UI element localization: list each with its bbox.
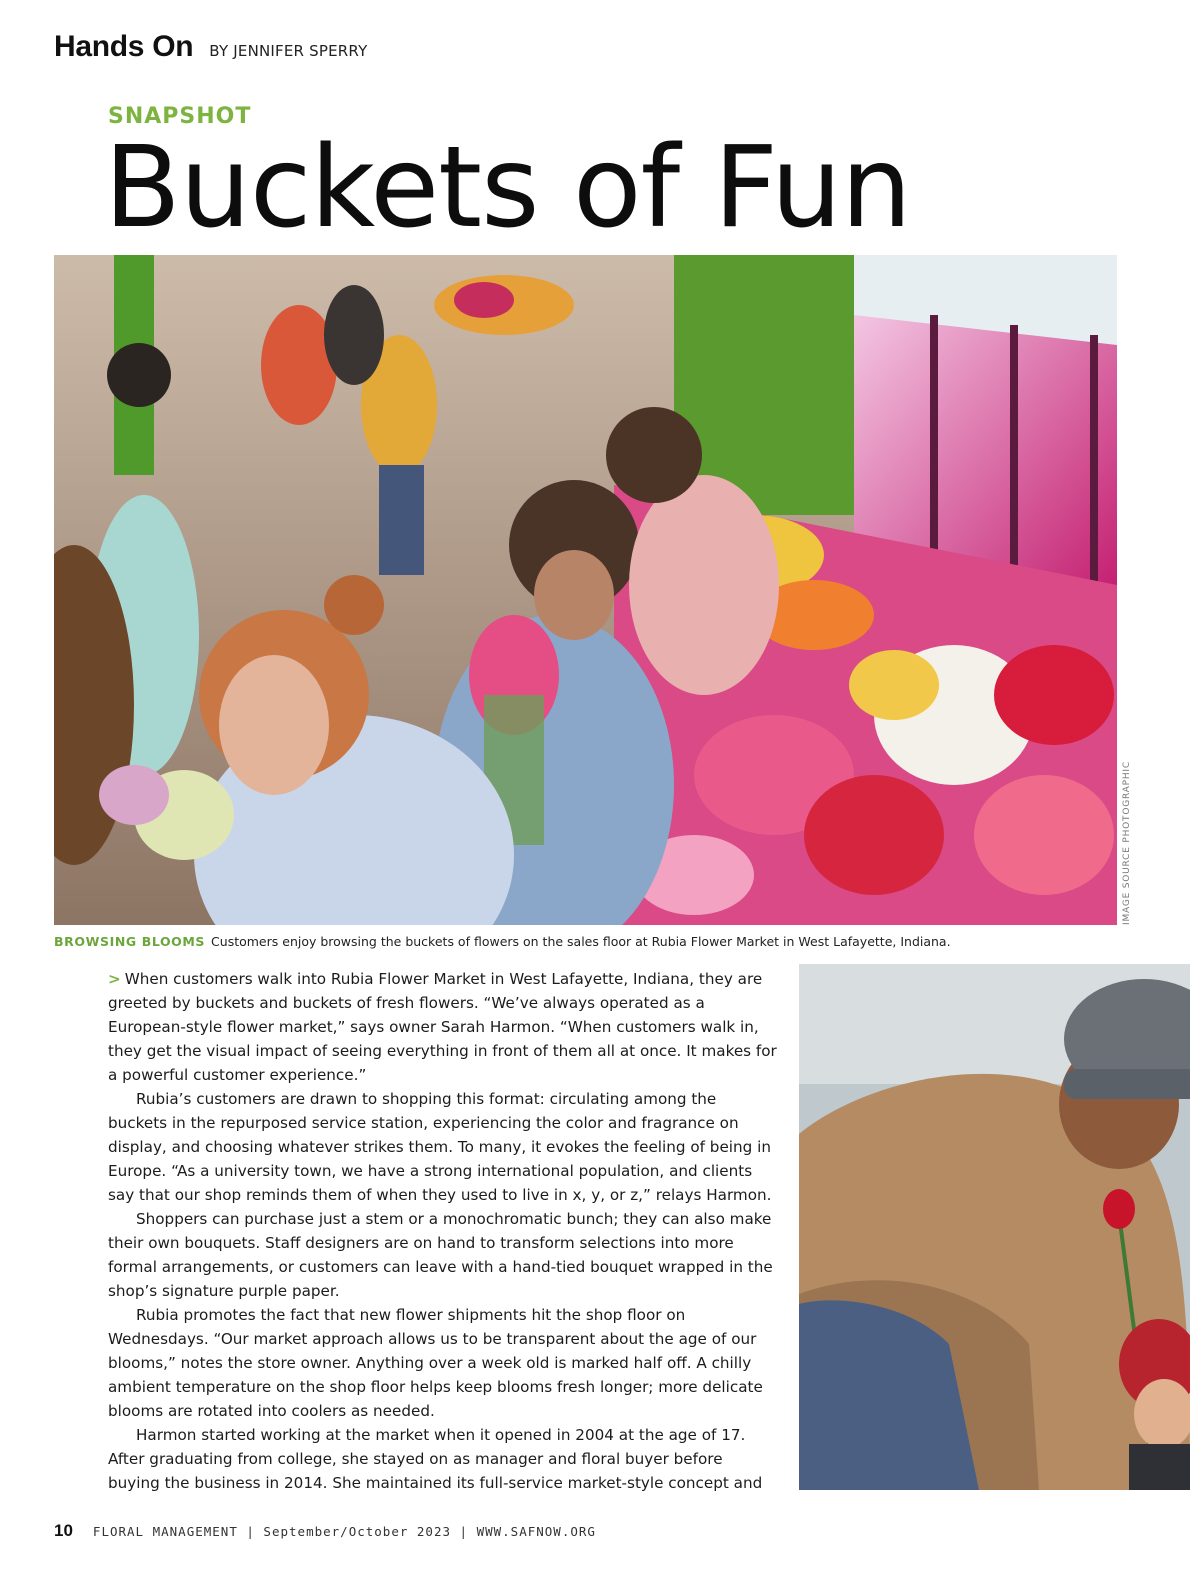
kicker: SNAPSHOT	[108, 104, 252, 129]
paragraph: > When customers walk into Rubia Flower Market in West Lafayette, Indiana, they are greeted by buckets and buckets of fresh flowers. “We’ve always operated as a European-style flower market,” says owner Sarah Harmon. “When customers walk in, they get the visual impact of seeing everything in front of them all at once. It makes for a powerful customer experience.”	[108, 970, 777, 1084]
section-name: Hands On	[54, 30, 194, 63]
headline: Buckets of Fun	[104, 123, 911, 253]
flower-market-photo-illustration	[54, 255, 1117, 925]
photo-caption	[54, 934, 1117, 949]
caption-label: BROWSING BLOOMS	[54, 934, 206, 949]
page-footer	[54, 1521, 596, 1541]
page-header	[54, 30, 367, 64]
man-with-rose-photo-illustration	[799, 964, 1190, 1490]
byline: BY JENNIFER SPERRY	[209, 42, 368, 60]
paragraph: Harmon started working at the market when it opened in 2004 at the age of 17. After graduating from college, she stayed on as manager and floral buyer before buying the business in 2014. She maintained its full-service market-style concept and	[108, 1426, 763, 1492]
lead-arrow-icon: >	[108, 970, 121, 988]
paragraph: Rubia’s customers are drawn to shopping this format: circulating among the buckets in the repurposed service station, experiencing the color and fragrance on display, and choosing whatever strikes them. To many, it evokes the feeling of being in Europe. “As a university town, we have a strong international population, and clients say that our shop reminds them of when they used to live in x, y, or z,” relays Harmon.	[108, 1090, 772, 1204]
paragraph: Shoppers can purchase just a stem or a monochromatic bunch; they can also make their own bouquets. Staff designers are on hand to transform selections into more formal arrangements, or customers can leave with a hand-tied bouquet wrapped in the shop’s signature purple paper.	[108, 1210, 773, 1300]
footer-text: FLORAL MANAGEMENT | September/October 2023 | WWW.SAFNOW.ORG	[92, 1524, 596, 1539]
page-number: 10	[54, 1521, 73, 1540]
side-photo	[799, 964, 1190, 1490]
caption-text: Customers enjoy browsing the buckets of flowers on the sales floor at Rubia Flower Market in West Lafayette, Indiana.	[211, 934, 951, 949]
main-photo	[54, 255, 1117, 925]
paragraph: Rubia promotes the fact that new flower shipments hit the shop floor on Wednesdays. “Our market approach allows us to be transparent about the age of our blooms,” notes the store owner. Anything over a week old is marked half off. A chilly ambient temperature on the shop floor helps keep blooms fresh longer; more delicate blooms are rotated into coolers as needed.	[108, 1306, 763, 1420]
article-body	[108, 967, 778, 1495]
photo-credit: IMAGE SOURCE PHOTOGRAPHIC	[1122, 761, 1132, 925]
